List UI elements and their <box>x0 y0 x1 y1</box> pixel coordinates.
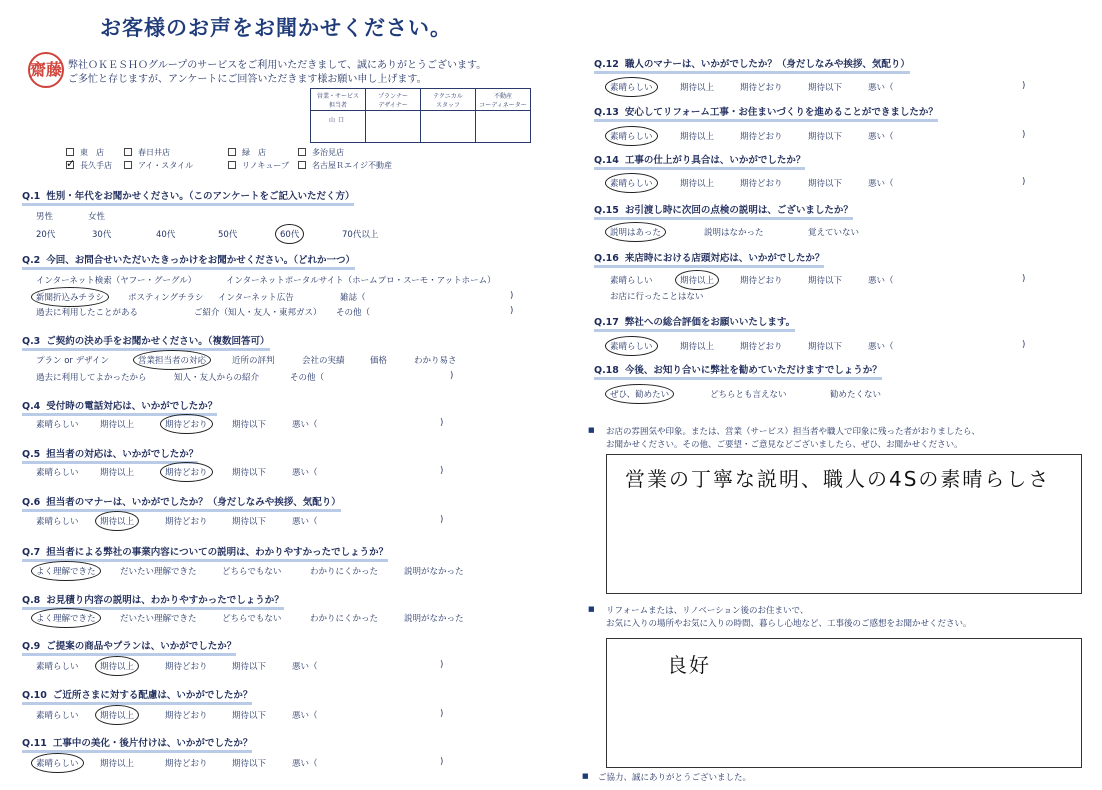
answer-option[interactable]: 期待以下 <box>808 342 843 352</box>
answer-option-selected[interactable]: 素晴らしい <box>610 83 653 93</box>
question-text: ご提案の商品やプランは、いかがでしたか？ <box>46 641 237 652</box>
square-bullet-icon: ■ <box>582 772 589 780</box>
answer-option-selected[interactable]: 期待以上 <box>100 711 135 721</box>
answer-option[interactable]: プラン or デザイン <box>36 356 110 366</box>
staff-header-sales: 営業・サービス 担当者 <box>311 89 366 111</box>
answer-option-selected[interactable]: ぜひ、勧めたい <box>610 390 670 400</box>
answer-option-selected[interactable]: 説明はあった <box>610 228 661 238</box>
store-option[interactable] <box>124 160 193 171</box>
closing-paren: ) <box>450 371 454 381</box>
answer-option[interactable]: 素晴らしい <box>36 420 79 430</box>
question-text: 今回、お問合せいただいたきっかけをお聞かせください。（どれか一つ） <box>46 255 356 266</box>
after-reform-prompt-2: お気に入りの場所やお気に入りの時間、暮らし心地など、工事後のご感想をお聞かせください。 <box>606 619 972 629</box>
closing-paren: ) <box>440 466 444 476</box>
answer-option-selected[interactable]: 期待以上 <box>100 517 135 527</box>
answer-option-selected[interactable]: 営業担当者の対応 <box>138 356 207 366</box>
answer-option[interactable]: わかりにくかった <box>310 567 379 577</box>
question-heading <box>594 152 805 170</box>
closing-paren: ) <box>510 291 514 301</box>
answer-option[interactable]: 雑誌（ <box>340 293 366 303</box>
question-heading <box>594 104 938 122</box>
answer-option[interactable]: どちらとも言えない <box>710 390 787 400</box>
question-text: 担当者の対応は、いかがでしたか？ <box>46 449 199 460</box>
answer-option-selected[interactable]: 素晴らしい <box>610 132 653 142</box>
answer-option[interactable]: 期待以下 <box>808 132 843 142</box>
answer-option-selected[interactable]: 素晴らしい <box>610 342 653 352</box>
answer-option[interactable]: 期待以下 <box>232 662 267 672</box>
answer-option[interactable]: その他（ <box>290 373 325 383</box>
question-number: Q.3 <box>22 336 41 347</box>
answer-option[interactable]: ポスティングチラシ <box>128 293 204 303</box>
answer-option[interactable]: 悪い（ <box>868 276 894 286</box>
closing-paren: ) <box>1022 274 1026 284</box>
answer-option[interactable]: 価格 <box>370 356 388 366</box>
impression-prompt-2: お聞かせください。その他、ご要望・ご意見などございましたら、ぜひ、お聞かせください。 <box>606 440 963 450</box>
question-text: 工事の仕上がり具合は、いかがでしたか？ <box>624 155 806 166</box>
question-text: 受付時の電話対応は、いかがでしたか？ <box>46 401 218 412</box>
store-option[interactable] <box>298 160 392 171</box>
answer-option[interactable]: 期待以下 <box>808 83 843 93</box>
answer-option[interactable]: 悪い（ <box>292 711 318 721</box>
question-heading <box>22 333 270 351</box>
closing-paren: ) <box>510 306 514 316</box>
answer-option-selected[interactable]: 新聞折込みチラシ <box>36 293 105 303</box>
question-heading <box>22 188 354 206</box>
answer-option[interactable]: 素晴らしい <box>36 517 79 527</box>
checkbox-icon[interactable] <box>228 161 236 169</box>
impression-prompt-1: お店の雰囲気や印象。または、営業（サービス）担当者や職人で印象に残った者がおりましたら、 <box>606 427 981 437</box>
answer-option-selected[interactable]: 期待どおり <box>165 420 208 430</box>
question-number: Q.12 <box>594 59 619 70</box>
answer-option[interactable]: 期待以下 <box>808 276 843 286</box>
answer-option[interactable]: 説明がなかった <box>404 614 464 624</box>
question-text: 担当者のマナーは、いかがでしたか？（身だしなみや挨拶、気配り） <box>46 497 341 508</box>
question-heading <box>594 202 853 220</box>
answer-option-selected[interactable]: 60代 <box>280 230 300 240</box>
answer-option[interactable]: 期待以下 <box>232 420 267 430</box>
after-reform-answer-box[interactable] <box>606 638 1082 768</box>
footer-thanks: ご協力、誠にありがとうございました。 <box>598 773 752 783</box>
answer-option[interactable]: ご紹介（知人・友人・東邦ガス） <box>194 308 322 318</box>
answer-option-selected[interactable]: よく理解できた <box>36 567 96 577</box>
answer-option[interactable]: 期待以下 <box>232 759 267 769</box>
answer-option[interactable]: 20代 <box>36 230 56 240</box>
answer-option[interactable]: インターネットポータルサイト（ホームプロ・スーモ・アットホーム） <box>226 276 496 286</box>
question-number: Q.14 <box>594 155 619 166</box>
answer-option[interactable]: 悪い（ <box>868 342 894 352</box>
answer-option[interactable]: 期待どおり <box>740 132 783 142</box>
answer-option[interactable]: 知人・友人からの紹介 <box>174 373 260 383</box>
answer-option[interactable]: 期待どおり <box>740 342 783 352</box>
answer-option[interactable]: お店に行ったことはない <box>610 292 704 302</box>
closing-paren: ) <box>440 515 444 525</box>
question-text: ご契約の決め手をお聞かせください。（複数回答可） <box>46 336 270 347</box>
store-option[interactable] <box>66 160 112 171</box>
answer-option[interactable]: だいたい理解できた <box>120 567 197 577</box>
question-heading <box>22 638 236 656</box>
staff-value-sales: 山口 <box>311 111 366 143</box>
answer-option[interactable]: 素晴らしい <box>610 276 653 286</box>
question-text: お見積り内容の説明は、わかりやすかったでしょうか？ <box>46 595 284 606</box>
question-heading <box>22 687 252 705</box>
answer-option[interactable]: どちらでもない <box>222 567 282 577</box>
store-label: 緑 店 <box>242 148 266 157</box>
answer-option[interactable]: 期待どおり <box>165 759 208 769</box>
question-number: Q.18 <box>594 365 619 376</box>
answer-option[interactable]: 期待どおり <box>740 83 783 93</box>
staff-value-realestate <box>476 111 531 143</box>
answer-option[interactable]: 過去に利用してよかったから <box>36 373 147 383</box>
staff-value-technical <box>421 111 476 143</box>
answer-option[interactable]: 期待以上 <box>100 420 135 430</box>
answer-option[interactable]: 期待以下 <box>808 179 843 189</box>
question-number: Q.13 <box>594 107 619 118</box>
answer-option[interactable]: 勧めたくない <box>830 390 882 400</box>
closing-paren: ) <box>1022 81 1026 91</box>
closing-paren: ) <box>440 709 444 719</box>
answer-option[interactable]: その他（ <box>336 308 371 318</box>
checkbox-icon[interactable] <box>124 161 132 169</box>
question-heading <box>594 56 910 74</box>
answer-option[interactable]: 女性 <box>88 212 106 222</box>
answer-option[interactable]: 期待以上 <box>680 132 715 142</box>
seal-stamp: 齋藤 <box>28 52 64 88</box>
after-reform-answer: 良好 <box>667 653 711 677</box>
question-number: Q.4 <box>22 401 41 412</box>
answer-option[interactable]: 期待以上 <box>680 83 715 93</box>
after-reform-prompt-1: リフォームまたは、リノベーション後のお住まいで、 <box>606 606 809 616</box>
question-number: Q.7 <box>22 547 41 558</box>
closing-paren: ) <box>1022 130 1026 140</box>
store-label: 長久手店 <box>80 161 112 170</box>
question-heading <box>22 544 388 562</box>
question-number: Q.9 <box>22 641 41 652</box>
question-text: 工事中の美化・後片付けは、いかがでしたか？ <box>52 738 253 749</box>
store-option[interactable] <box>298 147 344 158</box>
intro-line-1: 弊社ＯＫＥＳＨＯグループのサービスをご利用いただきまして、誠にありがとうございます。 <box>68 60 487 71</box>
answer-option[interactable]: わかりにくかった <box>310 614 379 624</box>
impression-answer: 営業の丁寧な説明、職人の4Sの素晴らしさ <box>625 467 1051 491</box>
question-text: 担当者による弊社の事業内容についての説明は、わかりやすかったでしょうか？ <box>46 547 389 558</box>
answer-option-selected[interactable]: よく理解できた <box>36 614 96 624</box>
answer-option-selected[interactable]: 素晴らしい <box>36 759 79 769</box>
closing-paren: ) <box>1022 177 1026 187</box>
answer-option[interactable]: 50代 <box>218 230 238 240</box>
question-number: Q.5 <box>22 449 41 460</box>
store-option[interactable] <box>228 160 289 171</box>
answer-option[interactable]: 悪い（ <box>292 420 318 430</box>
answer-option[interactable]: 30代 <box>92 230 112 240</box>
answer-option-selected[interactable]: 期待以上 <box>100 662 135 672</box>
checkbox-icon[interactable] <box>66 148 74 156</box>
answer-option-selected[interactable]: 期待以上 <box>680 276 715 286</box>
question-number: Q.8 <box>22 595 41 606</box>
question-number: Q.2 <box>22 255 41 266</box>
question-text: 職人のマナーは、いかがでしたか？（身だしなみや挨拶、気配り） <box>624 59 910 70</box>
answer-option[interactable]: 男性 <box>36 212 54 222</box>
checkbox-icon[interactable] <box>124 148 132 156</box>
question-number: Q.11 <box>22 738 47 749</box>
answer-option[interactable]: 悪い（ <box>292 759 318 769</box>
question-text: 性別・年代をお聞かせください。（このアンケートをご記入いただく方） <box>46 191 355 202</box>
answer-option[interactable]: 40代 <box>156 230 176 240</box>
answer-option[interactable]: 悪い（ <box>868 83 894 93</box>
question-heading <box>22 252 355 270</box>
staff-header-technical: テクニカル スタッフ <box>421 89 476 111</box>
closing-paren: ) <box>440 757 444 767</box>
store-label: 東 店 <box>80 148 104 157</box>
question-number: Q.10 <box>22 690 47 701</box>
answer-option[interactable]: 過去に利用したことがある <box>36 308 139 318</box>
intro-line-2: ご多忙と存じますが、アンケートにご回答いただきます様お願い申し上げます。 <box>68 74 427 85</box>
answer-option[interactable]: 説明はなかった <box>704 228 764 238</box>
store-option[interactable] <box>124 147 170 158</box>
answer-option[interactable]: 悪い（ <box>292 468 318 478</box>
checkbox-checked-icon[interactable] <box>66 161 74 169</box>
answer-option[interactable]: 期待以上 <box>100 759 135 769</box>
store-label: アイ・スタイル <box>138 161 194 170</box>
answer-option[interactable]: 70代以上 <box>342 230 379 240</box>
answer-option[interactable]: 説明がなかった <box>404 567 464 577</box>
square-bullet-icon: ■ <box>588 426 595 434</box>
answer-option[interactable]: 期待以下 <box>232 711 267 721</box>
answer-option[interactable]: 期待どおり <box>165 517 208 527</box>
question-text: 来店時における店頭対応は、いかがでしたか？ <box>624 253 825 264</box>
store-label: 春日井店 <box>138 148 170 157</box>
answer-option[interactable]: 素晴らしい <box>36 662 79 672</box>
checkbox-icon[interactable] <box>298 161 306 169</box>
answer-option[interactable]: 覚えていない <box>808 228 860 238</box>
answer-option[interactable]: 会社の実績 <box>302 356 345 366</box>
store-label: 多治見店 <box>312 148 344 157</box>
answer-option[interactable]: 期待どおり <box>165 711 208 721</box>
answer-option[interactable]: 期待どおり <box>740 179 783 189</box>
question-heading <box>594 362 882 380</box>
question-number: Q.17 <box>594 317 619 328</box>
answer-option[interactable]: 悪い（ <box>868 179 894 189</box>
checkbox-icon[interactable] <box>298 148 306 156</box>
answer-option[interactable]: 期待以上 <box>100 468 135 478</box>
answer-option[interactable]: 期待どおり <box>165 662 208 672</box>
answer-option[interactable]: 近所の評判 <box>232 356 275 366</box>
question-heading <box>594 314 795 332</box>
question-text: ご近所さまに対する配慮は、いかがでしたか？ <box>52 690 253 701</box>
closing-paren: ) <box>440 418 444 428</box>
answer-option[interactable]: 悪い（ <box>292 517 318 527</box>
question-text: 安心してリフォーム工事・お住まいづくりを進めることができましたか？ <box>624 107 938 118</box>
answer-option[interactable]: 素晴らしい <box>36 711 79 721</box>
answer-option[interactable]: 期待以下 <box>232 468 267 478</box>
question-text: 今後、お知り合いに弊社を勧めていただけますでしょうか？ <box>624 365 882 376</box>
answer-option-selected[interactable]: 素晴らしい <box>610 179 653 189</box>
page-title: お客様のお声をお聞かせください。 <box>100 16 452 40</box>
question-text: お引渡し時に次回の点検の説明は、ございましたか？ <box>624 205 853 216</box>
answer-option[interactable]: 期待どおり <box>740 276 783 286</box>
question-text: 弊社への総合評価をお願いいたします。 <box>624 317 796 328</box>
question-heading <box>22 494 341 512</box>
closing-paren: ) <box>1022 340 1026 350</box>
closing-paren: ) <box>440 660 444 670</box>
answer-option[interactable]: 素晴らしい <box>36 468 79 478</box>
question-heading <box>22 446 198 464</box>
answer-option[interactable]: わかり易さ <box>414 356 457 366</box>
answer-option[interactable]: 期待以下 <box>232 517 267 527</box>
checkbox-icon[interactable] <box>228 148 236 156</box>
store-option[interactable] <box>228 147 266 158</box>
staff-header-realestate: 不動産 コーディネーター <box>476 89 531 111</box>
staff-table <box>310 88 531 143</box>
staff-header-planner: プランナー デザイナー <box>366 89 421 111</box>
store-label: リノキューブ <box>242 161 289 170</box>
answer-option[interactable]: インターネット広告 <box>218 293 294 303</box>
question-heading <box>22 735 252 753</box>
answer-option[interactable]: だいたい理解できた <box>120 614 197 624</box>
answer-option[interactable]: 期待以上 <box>680 342 715 352</box>
store-label: 名古屋Ｒエイジ不動産 <box>312 161 392 170</box>
answer-option-selected[interactable]: 期待どおり <box>165 468 208 478</box>
answer-option[interactable]: 期待以上 <box>680 179 715 189</box>
question-number: Q.15 <box>594 205 619 216</box>
question-number: Q.16 <box>594 253 619 264</box>
question-number: Q.1 <box>22 191 41 202</box>
answer-option[interactable]: 悪い（ <box>292 662 318 672</box>
answer-option[interactable]: どちらでもない <box>222 614 282 624</box>
square-bullet-icon: ■ <box>588 605 595 613</box>
question-heading <box>594 250 824 268</box>
answer-option[interactable]: 悪い（ <box>868 132 894 142</box>
staff-value-planner <box>366 111 421 143</box>
question-number: Q.6 <box>22 497 41 508</box>
impression-answer-box[interactable] <box>606 454 1082 594</box>
answer-option[interactable]: インターネット検索（ヤフー・グーグル） <box>36 276 197 286</box>
